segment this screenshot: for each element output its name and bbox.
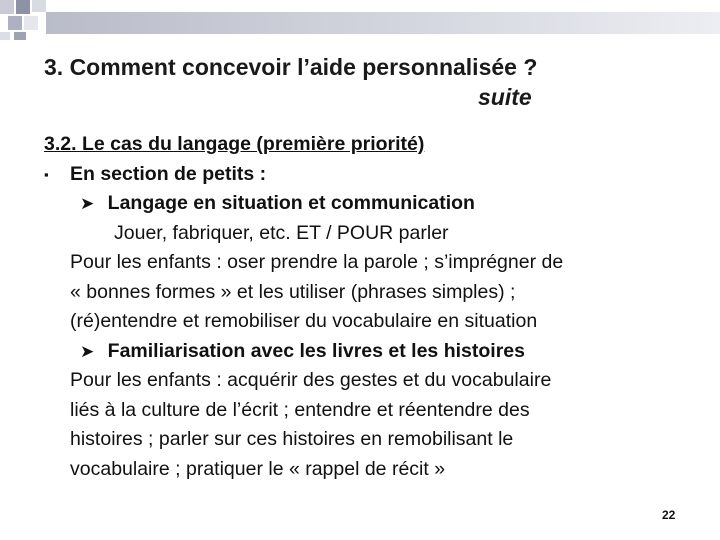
- sub-bullet-1-text: Langage en situation et communication: [107, 192, 475, 214]
- header-bar: [46, 12, 720, 34]
- deco-square: [32, 0, 46, 12]
- page-number: 22: [662, 508, 676, 522]
- sub-bullet-1: [44, 189, 694, 219]
- deco-square: [0, 0, 14, 14]
- slide-title: [44, 52, 674, 112]
- main-bullet-text: En section de petits :: [70, 162, 267, 185]
- deco-square: [24, 16, 38, 30]
- sub-bullet-1-detail: Jouer, fabriquer, etc. ET / POUR parler: [114, 221, 449, 244]
- paragraph-1-line-3: (ré)entendre et remobiliser du vocabulaire en situation: [70, 310, 538, 332]
- arrow-bullet-icon: ➤: [80, 194, 95, 213]
- deco-square: [16, 0, 30, 14]
- deco-square: [0, 32, 10, 40]
- paragraph-1-line-1: Pour les enfants : oser prendre la parole ; s’imprégner de: [70, 251, 564, 273]
- deco-square: [8, 16, 22, 30]
- arrow-bullet-icon: ➤: [80, 341, 95, 361]
- main-bullet: [44, 160, 694, 190]
- section-heading: 3.2. Le cas du langage (première priorité): [44, 133, 425, 155]
- paragraph-1-line-2: « bonnes formes » et les utiliser (phrases simples) ;: [70, 280, 516, 303]
- title-line-1: 3. Comment concevoir l’aide personnalisée ?: [44, 54, 538, 80]
- square-bullet-icon: ▪: [44, 166, 49, 182]
- sub-bullet-2: [44, 337, 694, 367]
- sub-bullet-2-text: Familiarisation avec les livres et les histoires: [107, 339, 525, 362]
- paragraph-2-line-3: histoires ; parler sur ces histoires en remobilisant le: [70, 428, 514, 450]
- paragraph-2-line-1: Pour les enfants : acquérir des gestes et du vocabulaire: [70, 369, 552, 391]
- title-line-2: suite: [478, 84, 532, 110]
- paragraph-2-line-4: vocabulaire ; pratiquer le « rappel de récit »: [70, 457, 446, 480]
- slide-content: [44, 130, 694, 484]
- paragraph-2-line-2: liés à la culture de l’écrit ; entendre et réentendre des: [70, 398, 530, 421]
- deco-square: [14, 32, 26, 40]
- decorative-header: [0, 0, 720, 40]
